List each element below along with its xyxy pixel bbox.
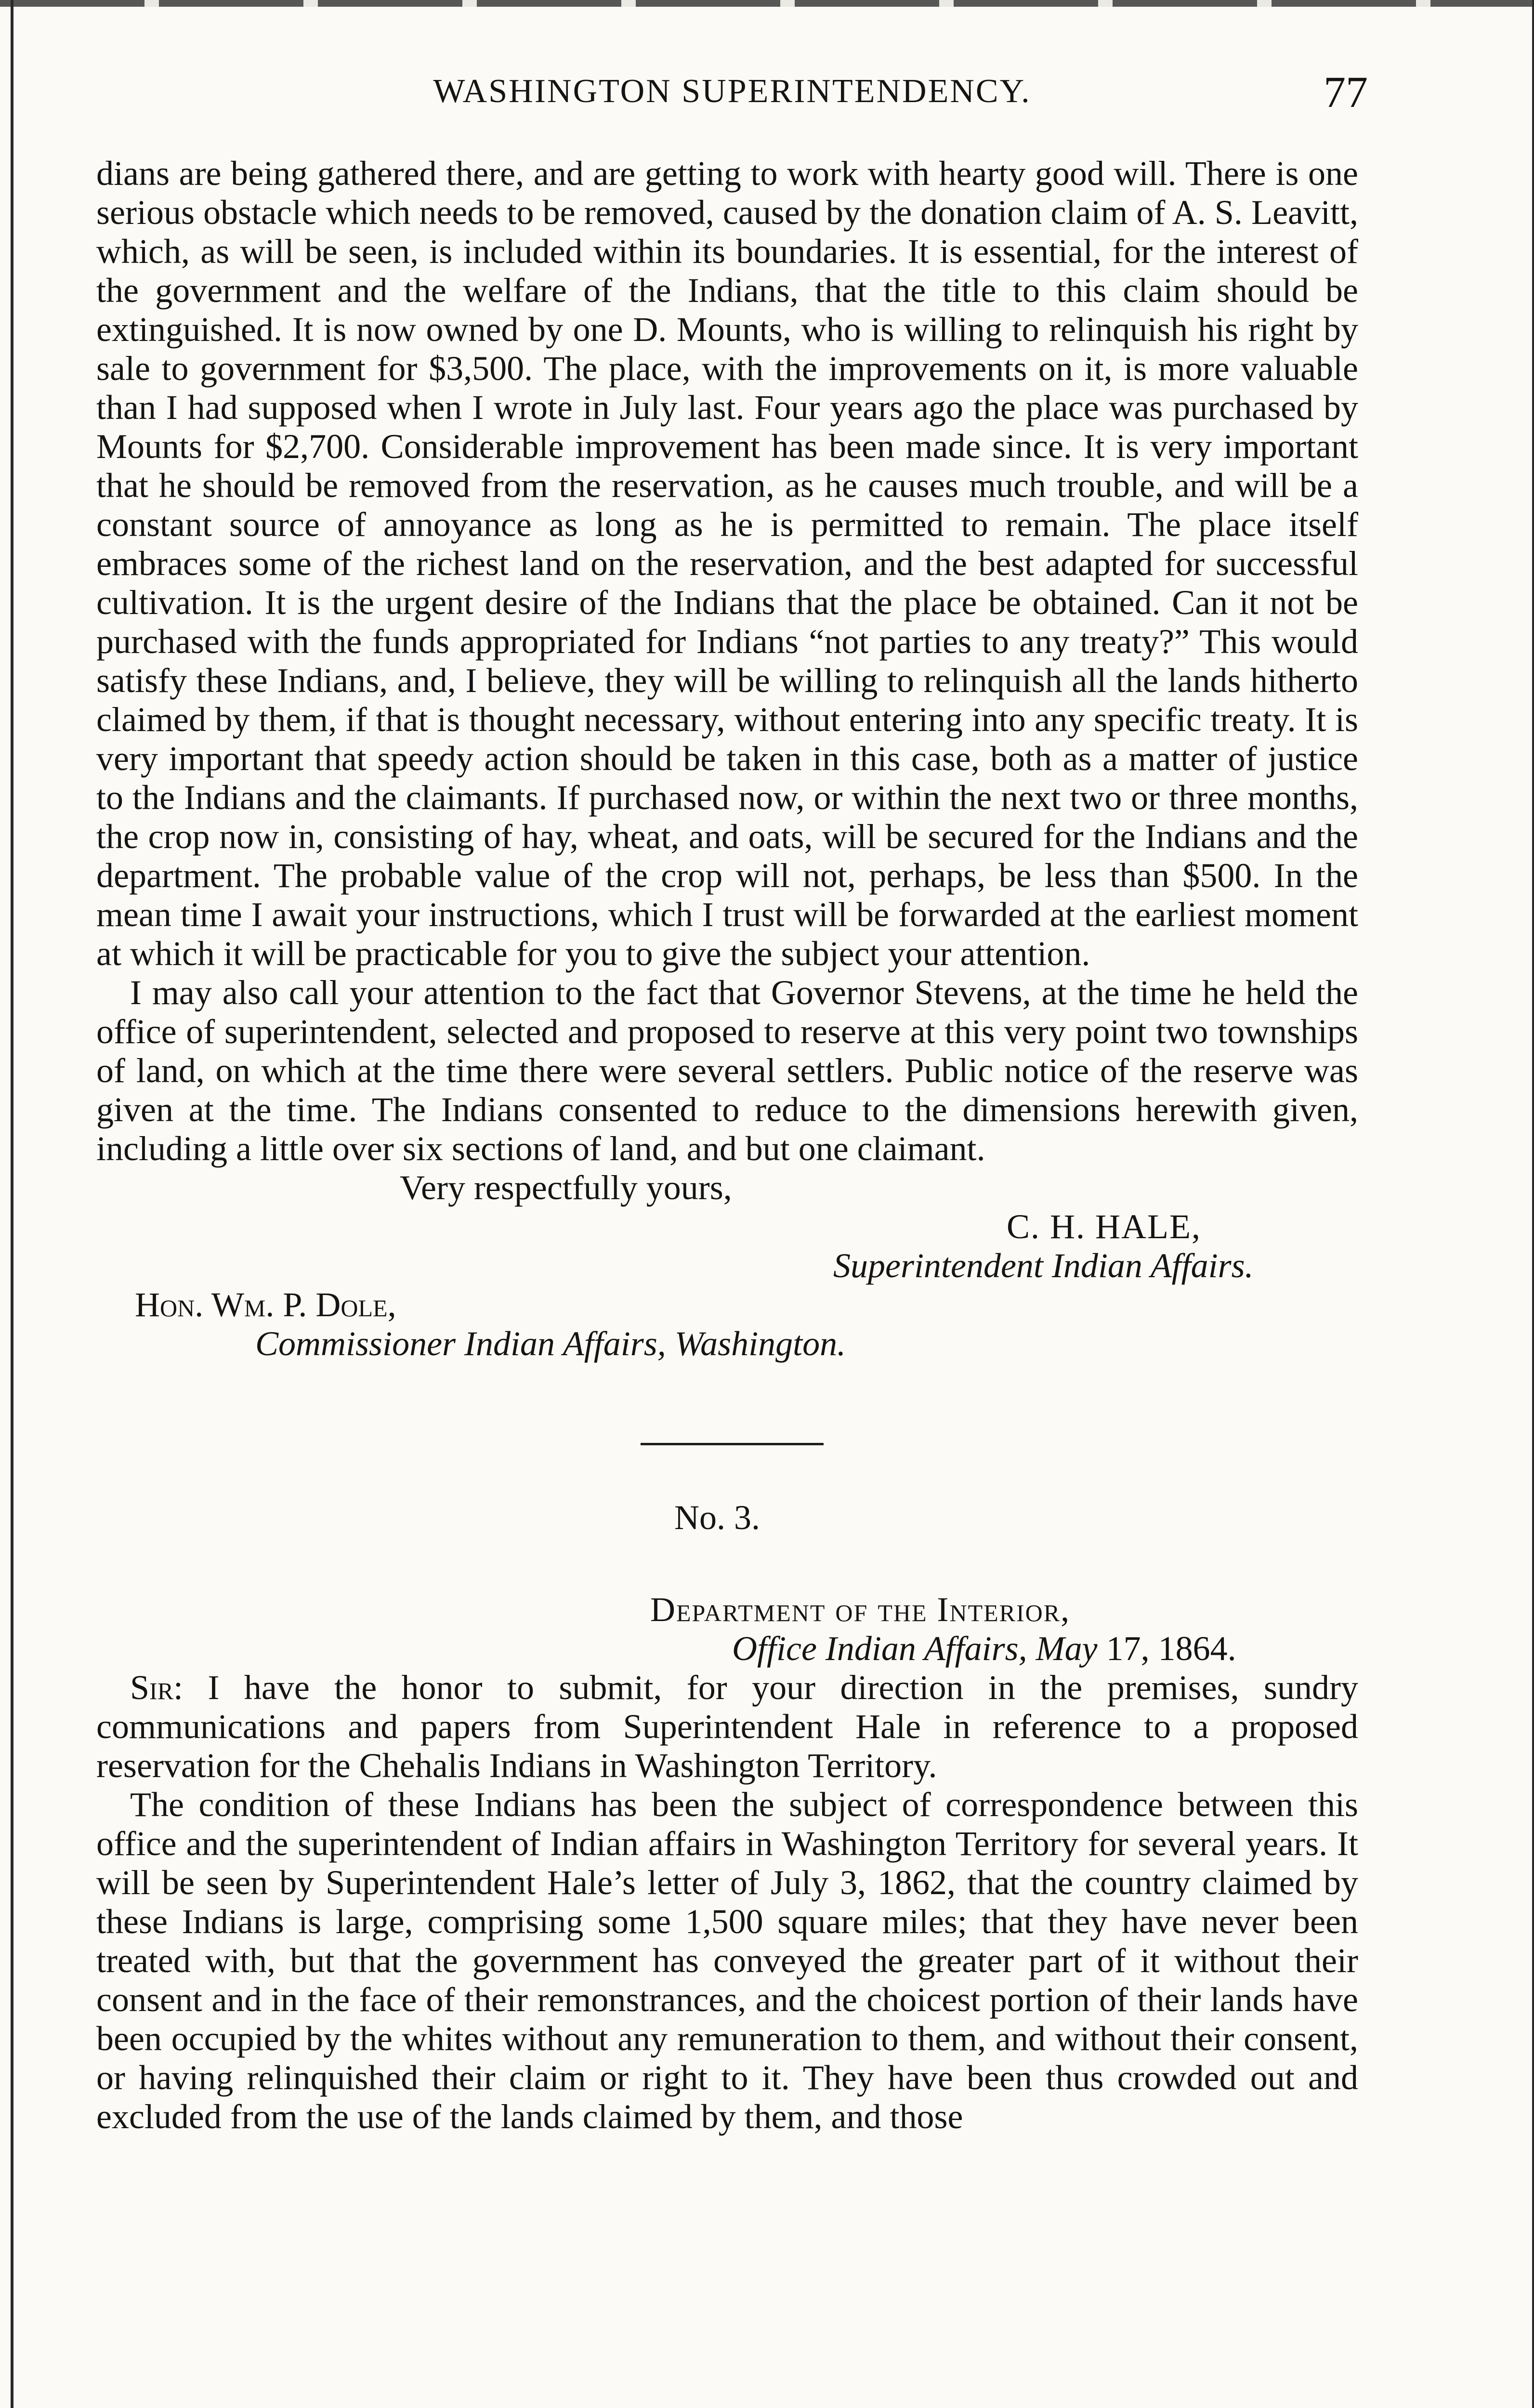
left-margin-line: [11, 0, 13, 2408]
document-number: No. 3.: [674, 1498, 760, 1537]
running-head: [96, 67, 1368, 125]
addressee-name-text: Hon. Wm. P. Dole,: [135, 1285, 396, 1324]
office-dateline: [96, 1629, 1358, 1668]
signer-title: Superintendent Indian Affairs.: [833, 1246, 1254, 1285]
doc3-paragraph-1-text: I have the honor to submit, for your direction in the premises, sundry communications and papers from Superintendent Hale in reference to a proposed reservation for the Chehalis Indians in Washington Territory.: [96, 1668, 1359, 1785]
addressee-name: [96, 1285, 1358, 1324]
signer-name: C. H. HALE,: [1007, 1207, 1201, 1246]
doc3-paragraph-1: [96, 1668, 1358, 1785]
office-dateline-text: Office Indian Affairs, May: [732, 1629, 1098, 1668]
letter-paragraph-2: I may also call your attention to the fact that Governor Stevens, at the time he held the office of superintendent, selected and proposed to reserve at this very point two townships of land, on which at the time there were several settlers. Public notice of the reserve was given at the time. The Indians consented to reduce to the dimensions herewith given, including a little over six sections of land, and but one claimant.: [96, 973, 1358, 1168]
doc3-paragraph-2: The condition of these Indians has been the subject of correspondence between this office and the superintendent of Indian affairs in Washington Territory for several years. It will be seen by Superintendent Hale’s letter of July 3, 1862, that the country claimed by these Indians is large, comprising some 1,500 square miles; that they have never been treated with, but that the government has conveyed the greater part of it without their consent and in the face of their remonstrances, and the choicest portion of their lands have been occupied by the whites without any remuneration to them, and without their consent, or having relinquished their claim or right to it. They have been thus crowded out and excluded from the use of the lands claimed by them, and those: [96, 1785, 1358, 2136]
section-separator: [641, 1443, 824, 1445]
running-title: WASHINGTON SUPERINTENDENCY.: [433, 73, 1031, 110]
body-text: [96, 154, 1358, 2136]
department-heading-text: Department of the Interior,: [650, 1590, 1071, 1629]
office-date-day: 17, 1864.: [1106, 1629, 1236, 1668]
right-margin-line: [1532, 0, 1534, 2408]
salutation: Sir:: [130, 1668, 184, 1707]
letter-paragraph-1: dians are being gathered there, and are getting to work with hearty good will. There is one serious obstacle which needs to be removed, caused by the donation claim of A. S. Leavitt, which, as will be seen, is included within its boundaries. It is essential, for the interest of the government and the welfare of the Indians, that the title to this claim should be extinguished. It is now owned by one D. Mounts, who is willing to relinquish his right by sale to government for $3,500. The place, with the improvements on it, is more valuable than I had supposed when I wrote in July last. Four years ago the place was purchased by Mounts for $2,700. Considerable improvement has been made since. It is very important that he should be removed from the reservation, as he causes much trouble, and will be a constant source of annoyance as long as he is permitted to remain. The place itself embraces some of the richest land on the reservation, and the best adapted for successful cultivation. It is the urgent desire of the Indians that the place be obtained. Can it not be purchased with the funds appropriated for Indians “not parties to any treaty?” This would satisfy these Indians, and, I believe, they will be willing to relinquish all the lands hitherto claimed by them, if that is thought necessary, without entering into any specific treaty. It is very important that speedy action should be taken in this case, both as a matter of justice to the Indians and the claimants. If purchased now, or within the next two or three months, the crop now in, consisting of hay, wheat, and oats, will be secured for the Indians and the department. The probable value of the crop will not, perhaps, be less than $500. In the mean time I await your instructions, which I trust will be forwarded at the earliest moment at which it will be practicable for you to give the subject your attention.: [96, 154, 1358, 973]
letter-closing: Very respectfully yours,: [400, 1168, 732, 1207]
page-number: 77: [1324, 67, 1368, 117]
addressee-title: Commissioner Indian Affairs, Washington.: [255, 1324, 846, 1363]
top-edge-rule: [0, 0, 1534, 7]
department-heading: [96, 1590, 1358, 1629]
